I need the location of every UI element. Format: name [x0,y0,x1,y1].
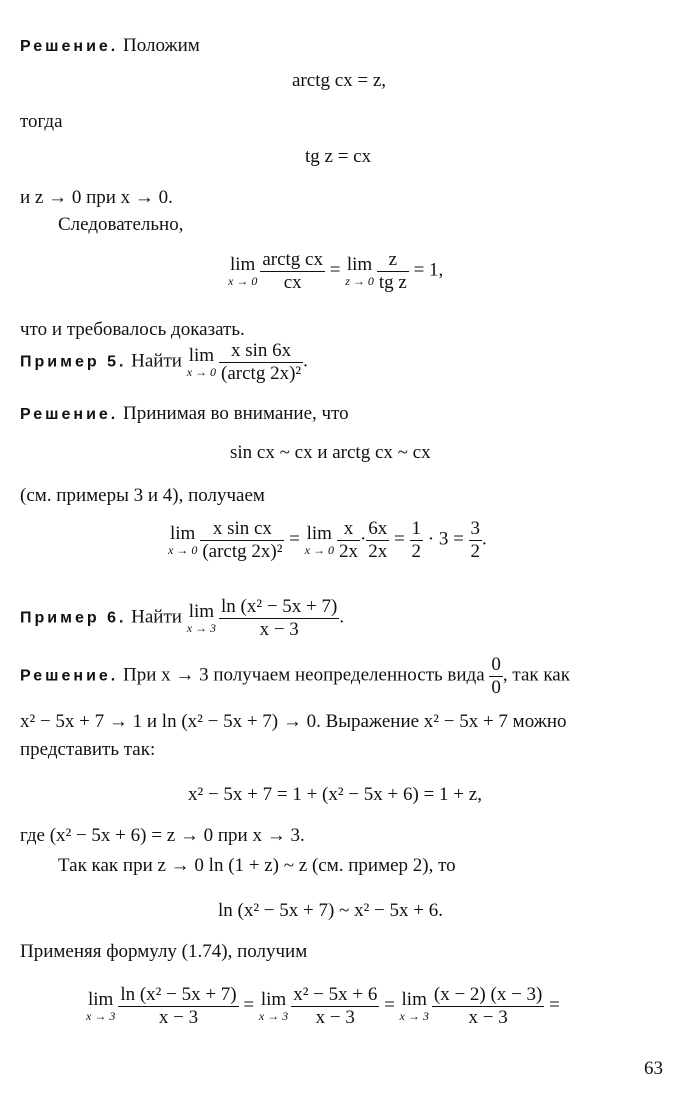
formula-tg [305,146,371,168]
limit-operator: lim x → 3 [258,989,289,1024]
equals-sign: = [394,528,405,550]
formula-decomposition-text: x² − 5x + 7 = 1 + (x² − 5x + 6) = 1 + z, [188,784,482,805]
formula-tail: . [339,606,345,628]
text-applying-formula: Применяя формулу (1.74), получим [20,941,308,962]
limit-operator: lim x → 3 [186,601,217,636]
text-proved: что и требовалось доказать. [20,319,245,340]
fraction: $\frac{3}{2}$ [470,518,481,562]
fraction: $\frac{\text{ln (x² − 5x + 7)}}{x - 3}$ [221,596,338,640]
formula-tail: . [303,350,308,372]
text-indeterminate: При x → 3 получаем неопределенность вида [123,664,485,686]
limit-operator: lim x → 0 [168,523,198,558]
example-6-label: Пример 6. [20,609,127,627]
equals-sign: = [384,994,395,1016]
formula-limit-3 [86,984,560,1029]
text-represent: представить так: [20,739,156,760]
limit-operator: lim x → 3 [86,989,116,1024]
fraction: $\frac{\text{arctg cx}}{cx}$ [262,249,323,293]
solution-line-6 [20,654,570,699]
text-therefore: Следовательно, [58,214,184,235]
formula-ln-equivalence-text: ln (x² − 5x + 7) ~ x² − 5x + 6. [218,900,443,921]
formula-decomposition [188,784,482,806]
text-expression: x² − 5x + 7 → 1 и ln (x² − 5x + 7) → 0. Выражение x² − 5x + 7 можно [20,711,567,732]
solution-label: Решение. [20,667,119,685]
text-where: где (x² − 5x + 6) = z → 0 при x → 3. [20,825,305,846]
formula-tail: = 1, [413,259,444,281]
example-5-label: Пример 5. [20,353,127,371]
indeterminate-fraction: $\frac{0}{0}$ [491,654,501,698]
fraction: $\frac{\text{x² − 5x + 6}}{x - 3}$ [293,984,378,1028]
text-since: , так как [502,664,570,686]
formula-tail: = [549,994,560,1016]
formula-limit-1 [228,249,443,294]
text-considering: Принимая во внимание, что [123,403,349,424]
equals-sign: = [289,528,300,550]
formula-tg-text: tg z = cx [305,146,372,167]
example-6 [20,596,344,641]
fraction: $\frac{\text{ln (x² − 5x + 7)}}{x - 3}$ [120,984,237,1028]
formula-limit-2 [168,518,487,563]
limit-operator: lim x → 0 [186,345,217,380]
fraction: $\frac{\text{x sin 6x}}{\text{(arctg 2x)²}}$ [221,340,302,384]
page-number: 63 [644,1058,663,1079]
solution-label: Решение. [20,38,119,55]
limit-operator: lim x → 3 [399,989,429,1024]
example-5 [20,340,308,385]
fraction: $\frac{1}{2}$ [411,518,421,562]
example-6-find: Найти [131,606,182,628]
formula-ln-equivalence [218,900,443,922]
solution-label: Решение. [20,406,119,423]
equals-sign: = [243,994,255,1016]
dot-operator: · [359,528,367,550]
limit-operator: lim z → 0 [345,254,374,289]
fraction: $\frac{\text{x sin cx}}{\text{(arctg 2x)²}}$ [202,518,283,562]
limit-operator: lim x → 0 [304,523,334,558]
formula-mid: · 3 = [427,528,464,550]
limit-operator: lim x → 0 [228,254,258,289]
fraction: $\frac{(x - 2) (x - 3)}{x - 3}$ [433,984,543,1028]
solution-line-5 [20,404,349,423]
solution-line-1 [20,36,200,55]
example-5-find: Найти [131,350,182,372]
formula-arctg-text: arctg cx = z, [292,70,387,91]
fraction: $\frac{z}{\text{tg z}}$ [378,249,407,293]
text-then: тогда [20,111,63,132]
equals-sign: = [329,259,341,281]
text-since-ln: Так как при z → 0 ln (1 + z) ~ z (см. пример 2), то [58,855,456,876]
formula-tail: . [482,528,487,550]
text-and-z: и z → 0 при x → 0. [20,187,173,208]
formula-equivalence [230,442,431,464]
text-see-examples: (см. примеры 3 и 4), получаем [20,485,265,506]
formula-arctg [292,70,386,92]
text-put: Положим [123,35,200,56]
fraction: $\frac{x}{2x}$ [338,518,358,562]
formula-equivalence-text: sin cx ~ cx и arctg cx ~ cx [230,442,431,463]
fraction: $\frac{6x}{2x}$ [368,518,388,562]
